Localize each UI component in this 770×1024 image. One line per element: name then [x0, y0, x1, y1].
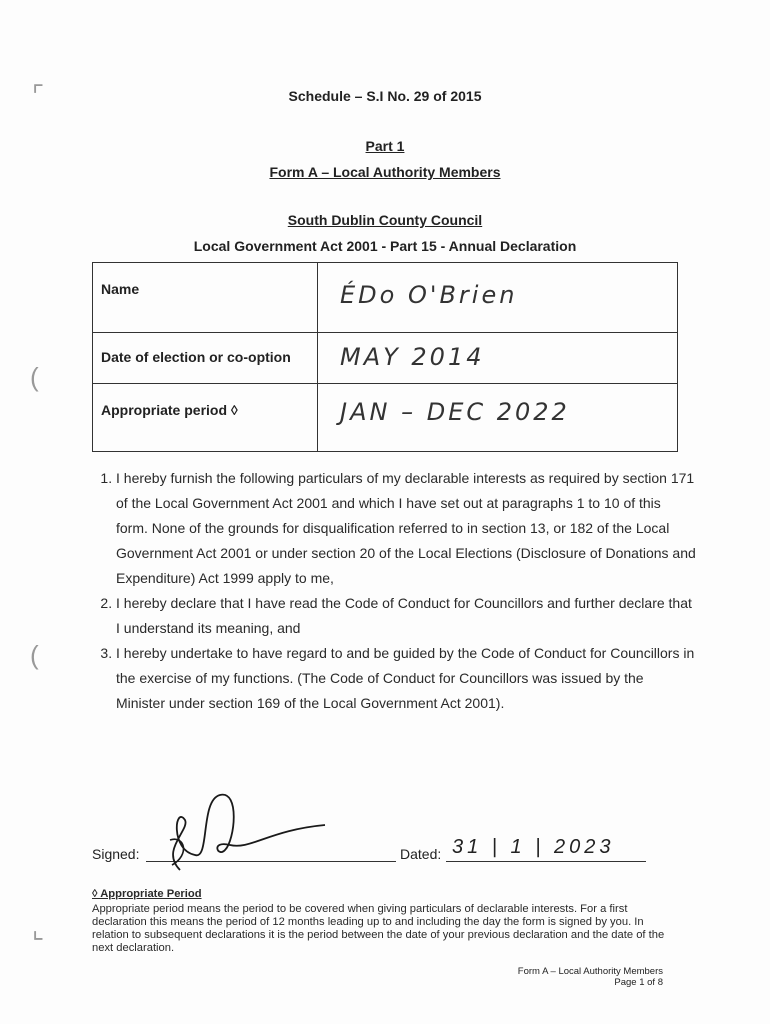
scan-mark: (	[30, 640, 39, 670]
scan-mark: (	[30, 362, 39, 392]
date-line	[446, 861, 646, 862]
schedule-title: Schedule – S.I No. 29 of 2015	[288, 88, 482, 104]
footnote-title: ◊ Appropriate Period	[92, 888, 202, 900]
name-row	[93, 263, 678, 333]
signed-label: Signed:	[92, 846, 140, 862]
form-title: Form A – Local Authority Members	[269, 164, 501, 180]
footnote-text: Appropriate period means the period to be covered when giving particulars of declarable interests. For a first declaration this means the period of 12 months leading up to and including the day the form is signed by you. In relation to subsequent declarations it is the period between the date of your previous declaration and the date of the next declaration.	[92, 903, 665, 954]
declarations-list	[90, 466, 696, 716]
signature-image	[150, 780, 330, 890]
period-value: JAN – DEC 2022	[318, 384, 678, 452]
name-label: Name	[93, 263, 318, 333]
scan-mark: ⌞	[32, 914, 45, 944]
dated-value: 31 | 1 | 2023	[452, 836, 615, 858]
declaration-item: 1. I hereby furnish the following particulars of my declarable interests as required by section 171 of the Local Government Act 2001 and which I have set out at paragraphs 1 to 10 of this form. None of the grounds for disqualification referred to in section 13, or 182 of the Local Government Act 2001 or under section 20 of the Local Elections (Disclosure of Donations and Expenditure) Act 1999 apply to me,	[116, 466, 696, 591]
act-title: Local Government Act 2001 - Part 15 - Annual Declaration	[193, 238, 577, 254]
scan-mark: ⌜	[32, 80, 45, 110]
page-footer	[400, 966, 663, 988]
election-label: Date of election or co-option	[93, 333, 318, 384]
name-value: ÉDo O'Brien	[318, 263, 678, 333]
election-row	[93, 333, 678, 384]
period-label: Appropriate period ◊	[93, 384, 318, 452]
footer-form: Form A – Local Authority Members	[517, 966, 663, 977]
dated-label: Dated:	[400, 846, 442, 862]
declaration-item: 2. I hereby declare that I have read the Code of Conduct for Councillors and further declare that I understand its meaning, and	[116, 591, 696, 641]
council-name: South Dublin County Council	[287, 212, 483, 228]
declaration-item: 3. I hereby undertake to have regard to and be guided by the Code of Conduct for Councillors in the exercise of my functions. (The Code of Conduct for Councillors was issued by the Minister under section 169 of the Local Government Act 2001).	[116, 641, 696, 716]
member-details-table	[92, 262, 678, 452]
part-title: Part 1	[365, 138, 405, 154]
election-value: MAY 2014	[318, 333, 678, 384]
period-row	[93, 384, 678, 452]
page-number: Page 1 of 8	[614, 977, 663, 988]
